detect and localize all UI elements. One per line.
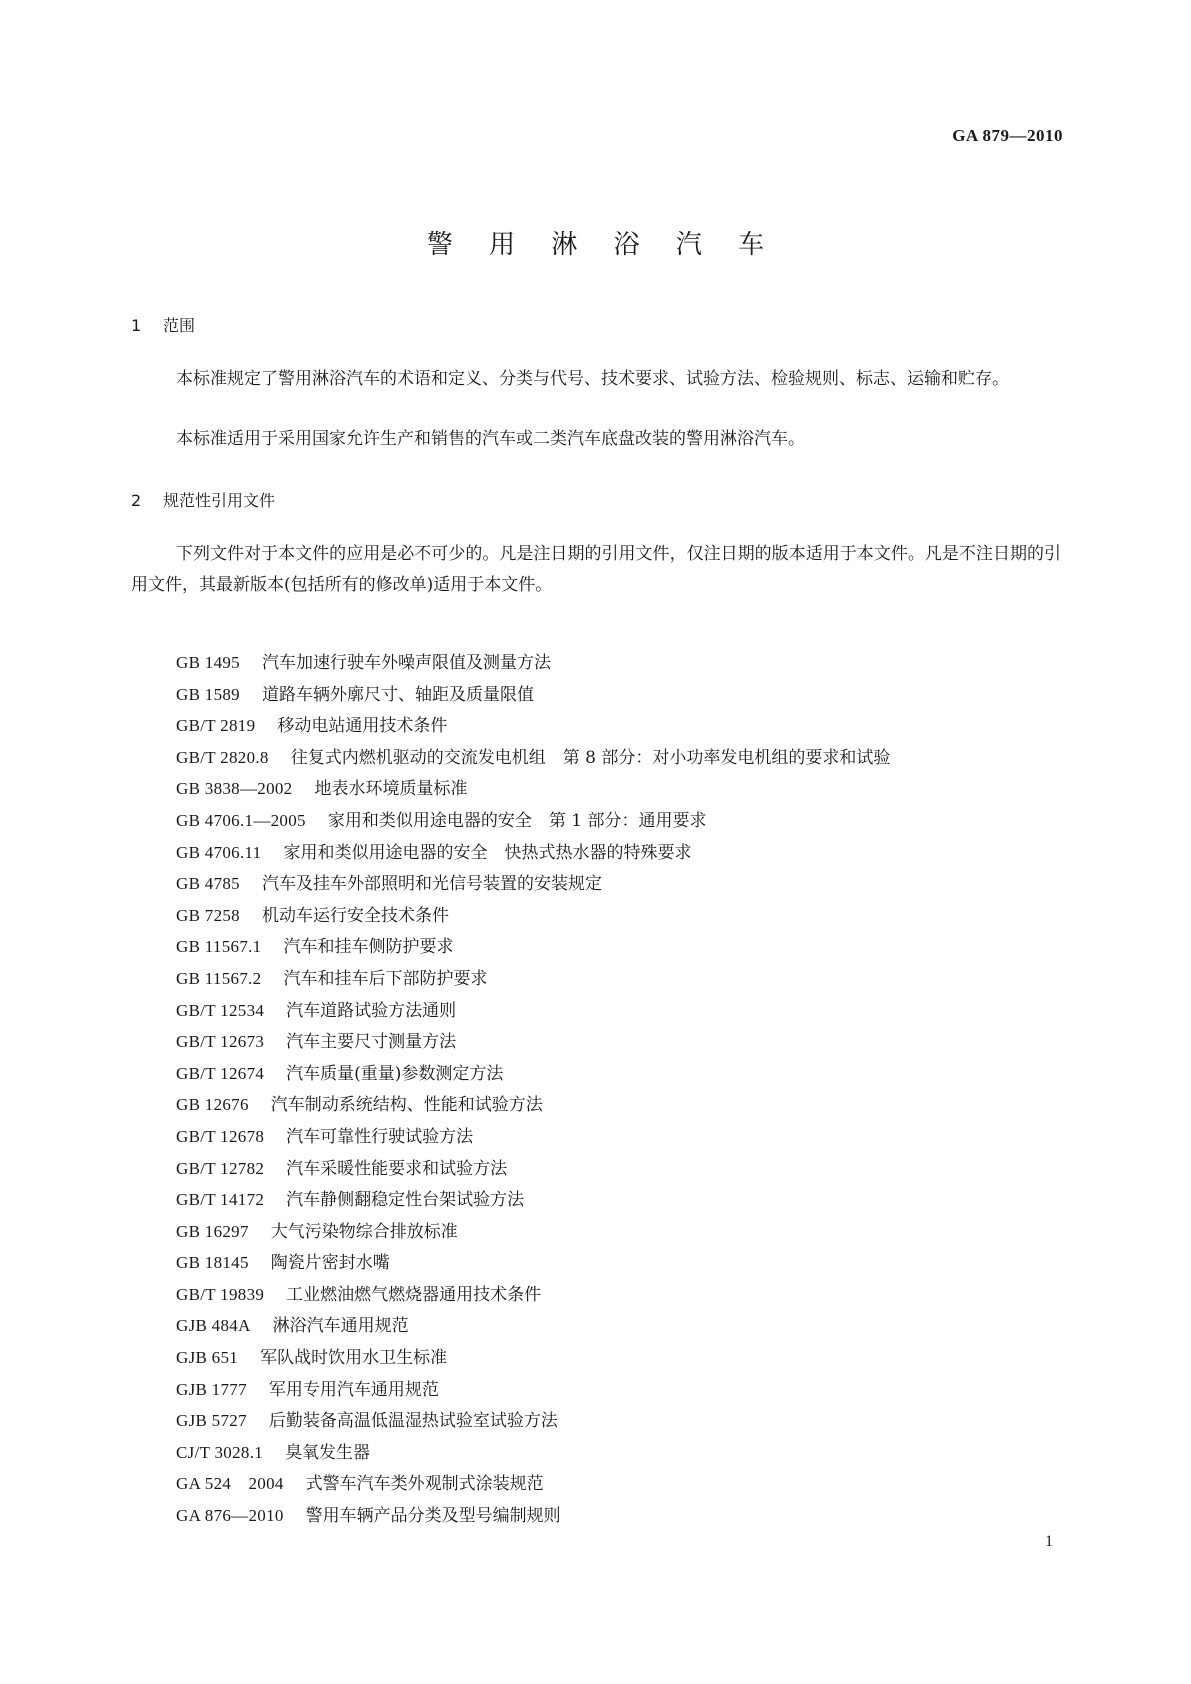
reference-code: GB 1495 — [176, 653, 240, 672]
reference-title: 汽车静侧翻稳定性台架试验方法 — [286, 1190, 525, 1211]
reference-title: 汽车可靠性行驶试验方法 — [286, 1126, 474, 1147]
reference-title: 机动车运行安全技术条件 — [261, 905, 449, 926]
reference-code: GB/T 12782 — [176, 1158, 265, 1178]
reference-title: 淋浴汽车通用规范 — [272, 1316, 409, 1337]
reference-item — [176, 1121, 890, 1153]
section-title: 规范性引用文件 — [163, 491, 276, 510]
reference-title: 移动电站通用技术条件 — [277, 716, 448, 737]
reference-list — [176, 647, 890, 1532]
reference-code: GB 11567.1 — [176, 937, 262, 957]
reference-code: GB/T 19839 — [176, 1284, 265, 1304]
reference-code: GB/T 12673 — [176, 1032, 265, 1052]
reference-title: 汽车制动系统结构、性能和试验方法 — [270, 1095, 543, 1116]
reference-title: 家用和类似用途电器的安全 快热式热水器的特殊要求 — [283, 842, 692, 863]
reference-title: 汽车质量(重量)参数测定方法 — [286, 1063, 504, 1084]
section-2-heading — [131, 488, 275, 511]
reference-item — [176, 900, 890, 932]
reference-code: GB 11567.2 — [176, 968, 262, 988]
reference-code: GB 4706.1—2005 — [176, 810, 306, 830]
reference-item — [176, 1058, 890, 1090]
reference-item — [176, 805, 890, 837]
reference-title: 家用和类似用途电器的安全 第 1 部分：通用要求 — [327, 810, 707, 831]
reference-title: 后勤装备高温低温湿热试验室试验方法 — [268, 1411, 558, 1432]
reference-title: 道路车辆外廓尺寸、轴距及质量限值 — [261, 684, 534, 705]
reference-code: GB 1589 — [176, 684, 240, 704]
reference-item — [176, 1184, 890, 1216]
reference-title: 大气污染物综合排放标准 — [270, 1221, 458, 1242]
reference-title: 汽车加速行驶车外噪声限值及测量方法 — [261, 653, 551, 673]
reference-item — [176, 1089, 890, 1121]
reference-title: 臭氧发生器 — [285, 1442, 371, 1463]
reference-code: GB/T 2820.8 — [176, 747, 269, 767]
section-1-paragraph: 本标准规定了警用淋浴汽车的术语和定义、分类与代号、技术要求、试验方法、检验规则、标志、运输和贮存。 — [176, 369, 1009, 389]
reference-code: GB 3838—2002 — [176, 779, 293, 799]
reference-title: 警用车辆产品分类及型号编制规则 — [305, 1506, 561, 1527]
reference-title: 军队战时饮用水卫生标准 — [260, 1348, 448, 1369]
reference-item — [176, 1437, 890, 1469]
section-1-heading — [131, 313, 195, 336]
reference-item — [176, 710, 890, 742]
section-number: 1 — [131, 316, 142, 335]
reference-title: 军用专用汽车通用规范 — [268, 1379, 439, 1400]
page-number: 1 — [1045, 1533, 1053, 1550]
reference-item — [176, 1279, 890, 1311]
reference-item — [176, 1153, 890, 1185]
section-number: 2 — [131, 491, 142, 510]
reference-code: GB/T 14172 — [176, 1190, 265, 1210]
section-title: 范围 — [163, 316, 196, 335]
reference-item — [176, 1310, 890, 1342]
reference-item — [176, 773, 890, 805]
reference-code: GB/T 12534 — [176, 1000, 265, 1020]
reference-item — [176, 1374, 890, 1406]
reference-code: GJB 5727 — [176, 1411, 247, 1431]
reference-code: GB/T 12674 — [176, 1063, 265, 1083]
reference-title: 往复式内燃机驱动的交流发电机组 第 8 部分：对小功率发电机组的要求和试验 — [290, 747, 891, 768]
document-title: 警 用 淋 浴 汽 车 — [426, 230, 779, 260]
reference-title: 陶瓷片密封水嘴 — [270, 1253, 390, 1274]
reference-item — [176, 931, 890, 963]
reference-item — [176, 995, 890, 1027]
reference-code: GJB 1777 — [176, 1379, 247, 1399]
section-1-paragraph: 本标准适用于采用国家允许生产和销售的汽车或二类汽车底盘改装的警用淋浴汽车。 — [176, 429, 805, 449]
section-2-intro: 下列文件对于本文件的应用是必不可少的。凡是注日期的引用文件，仅注日期的版本适用于本文件。凡是不注日期的引用文件，其最新版本(包括所有的修改单)适用于本文件。 — [131, 544, 1061, 595]
reference-title: 汽车道路试验方法通则 — [286, 1000, 457, 1021]
reference-item — [176, 742, 890, 774]
reference-title: 汽车主要尺寸测量方法 — [286, 1032, 457, 1053]
reference-item — [176, 1500, 890, 1532]
reference-title: 式警车汽车类外观制式涂装规范 — [305, 1474, 544, 1495]
reference-code: GB/T 2819 — [176, 716, 256, 736]
reference-item — [176, 1468, 890, 1500]
reference-item — [176, 868, 890, 900]
reference-item — [176, 1216, 890, 1248]
reference-code: GB/T 12678 — [176, 1126, 265, 1146]
reference-item — [176, 679, 890, 711]
reference-item — [176, 1405, 890, 1437]
reference-item — [176, 1247, 890, 1279]
reference-title: 汽车及挂车外部照明和光信号装置的安装规定 — [261, 874, 602, 895]
reference-title: 工业燃油燃气燃烧器通用技术条件 — [286, 1284, 542, 1305]
reference-code: CJ/T 3028.1 — [176, 1442, 264, 1462]
standard-code: GA 879—2010 — [952, 126, 1063, 145]
reference-item — [176, 1026, 890, 1058]
reference-code: GB 7258 — [176, 905, 240, 925]
reference-code: GJB 484A — [176, 1316, 251, 1336]
reference-code: GB 4785 — [176, 874, 240, 894]
reference-title: 汽车和挂车侧防护要求 — [283, 937, 454, 958]
reference-item — [176, 1342, 890, 1374]
reference-code: GA 524 2004 — [176, 1474, 284, 1494]
reference-code: GA 876—2010 — [176, 1506, 284, 1526]
reference-code: GB 4706.11 — [176, 842, 262, 862]
reference-code: GB 18145 — [176, 1253, 249, 1273]
reference-title: 地表水环境质量标准 — [314, 779, 468, 800]
reference-code: GB 16297 — [176, 1221, 249, 1241]
reference-code: GB 12676 — [176, 1095, 249, 1115]
reference-item — [176, 837, 890, 869]
reference-item — [176, 647, 890, 679]
reference-title: 汽车采暖性能要求和试验方法 — [286, 1158, 508, 1179]
reference-code: GJB 651 — [176, 1348, 239, 1368]
reference-item — [176, 963, 890, 995]
reference-title: 汽车和挂车后下部防护要求 — [283, 968, 488, 989]
